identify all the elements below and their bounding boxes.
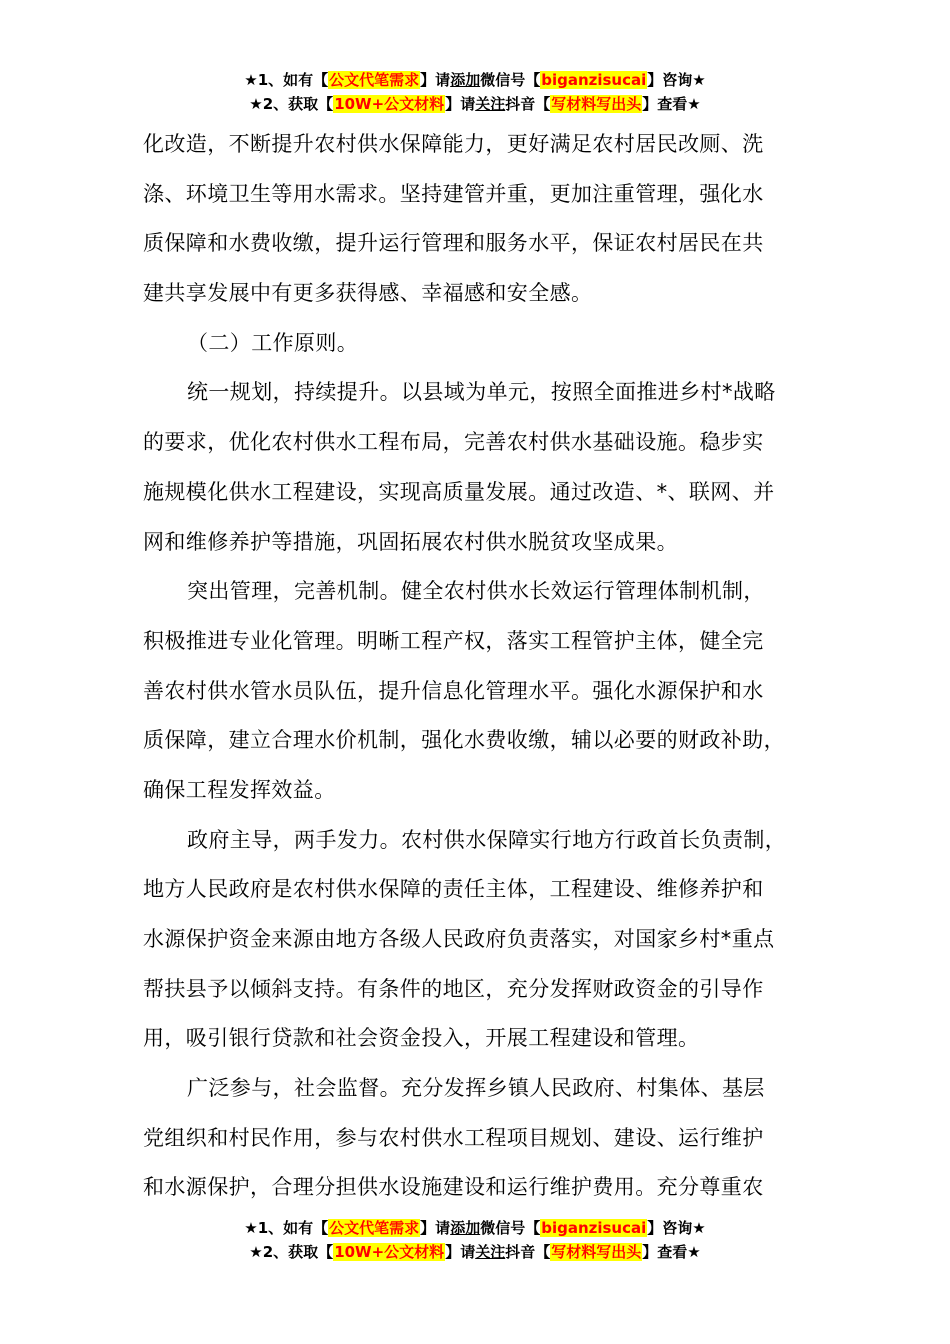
document-body — [143, 120, 833, 1213]
body-line: 积极推进专业化管理。明晰工程产权，落实工程管护主体，健全完 — [143, 628, 764, 653]
banner-highlight: 10W+公文材料 — [334, 1243, 445, 1261]
body-line: 确保工程发挥效益。 — [143, 777, 336, 802]
banner-highlight: 写材料写出头 — [551, 1243, 642, 1261]
banner-underline: 关注 — [475, 95, 506, 113]
banner-text: ★1、如有【 — [244, 71, 329, 89]
footer-line-2 — [0, 1240, 950, 1264]
banner-text: 】咨询★ — [647, 1219, 706, 1237]
footer-line-1 — [0, 1216, 950, 1240]
body-line: 建共享发展中有更多获得感、幸福感和安全感。 — [143, 281, 593, 306]
banner-text: 】查看★ — [642, 1243, 701, 1261]
body-line: 和水源保护，合理分担供水设施建设和运行维护费用。充分尊重农 — [143, 1175, 764, 1200]
body-line: 党组织和村民作用，参与农村供水工程项目规划、建设、运行维护 — [143, 1125, 764, 1150]
body-line: 涤、环境卫生等用水需求。坚持建管并重，更加注重管理，强化水 — [143, 181, 764, 206]
header-line-1 — [0, 68, 950, 92]
paragraph-start: 突出管理，完善机制。健全农村供水长效运行管理体制机制， — [187, 579, 765, 604]
paragraph-start: 广泛参与，社会监督。充分发挥乡镇人民政府、村集体、基层 — [187, 1076, 765, 1101]
body-line: 帮扶县予以倾斜支持。有条件的地区，充分发挥财政资金的引导作 — [143, 976, 764, 1001]
banner-text: 】请 — [445, 1243, 476, 1261]
banner-highlight: 写材料写出头 — [551, 95, 642, 113]
banner-text: 】请 — [420, 71, 451, 89]
banner-highlight: biganzisucai — [541, 71, 647, 89]
banner-text: ★2、获取【 — [249, 95, 334, 113]
body-line: 施规模化供水工程建设，实现高质量发展。通过改造、*、联网、并 — [143, 479, 775, 504]
body-line: 质保障，建立合理水价机制，强化水费收缴，辅以必要的财政补助， — [143, 728, 785, 753]
banner-text: 】请 — [445, 95, 476, 113]
banner-highlight: 公文代笔需求 — [329, 71, 420, 89]
banner-text: ★2、获取【 — [249, 1243, 334, 1261]
paragraph-start: 政府主导，两手发力。农村供水保障实行地方行政首长负责制， — [187, 827, 787, 852]
header-line-2 — [0, 92, 950, 116]
banner-text: 】查看★ — [642, 95, 701, 113]
banner-text: 抖音【 — [505, 95, 551, 113]
body-line: 的要求，优化农村供水工程布局，完善农村供水基础设施。稳步实 — [143, 430, 764, 455]
banner-underline: 添加 — [450, 71, 481, 89]
footer-banner — [0, 1216, 950, 1264]
banner-underline: 添加 — [450, 1219, 481, 1237]
body-line: 水源保护资金来源由地方各级人民政府负责落实，对国家乡村*重点 — [143, 927, 775, 951]
header-banner — [0, 68, 950, 116]
body-line: 网和维修养护等措施，巩固拓展农村供水脱贫攻坚成果。 — [143, 529, 678, 554]
banner-text: 微信号【 — [480, 71, 541, 89]
body-line: 用，吸引银行贷款和社会资金投入，开展工程建设和管理。 — [143, 1026, 700, 1051]
body-line: 地方人民政府是农村供水保障的责任主体，工程建设、维修养护和 — [143, 877, 764, 902]
body-line: 善农村供水管水员队伍，提升信息化管理水平。强化水源保护和水 — [143, 678, 764, 703]
body-line: 质保障和水费收缴，提升运行管理和服务水平，保证农村居民在共 — [143, 231, 764, 256]
banner-text: 微信号【 — [480, 1219, 541, 1237]
banner-highlight: biganzisucai — [541, 1219, 647, 1237]
banner-text: 抖音【 — [505, 1243, 551, 1261]
banner-text: 】请 — [420, 1219, 451, 1237]
section-heading: （二）工作原则。 — [187, 330, 359, 355]
banner-highlight: 公文代笔需求 — [329, 1219, 420, 1237]
banner-text: ★1、如有【 — [244, 1219, 329, 1237]
banner-text: 】咨询★ — [647, 71, 706, 89]
banner-underline: 关注 — [475, 1243, 506, 1261]
banner-highlight: 10W+公文材料 — [334, 95, 445, 113]
body-line: 化改造，不断提升农村供水保障能力，更好满足农村居民改厕、洗 — [143, 132, 764, 156]
paragraph-start: 统一规划，持续提升。以县域为单元，按照全面推进乡村*战略 — [187, 380, 776, 405]
